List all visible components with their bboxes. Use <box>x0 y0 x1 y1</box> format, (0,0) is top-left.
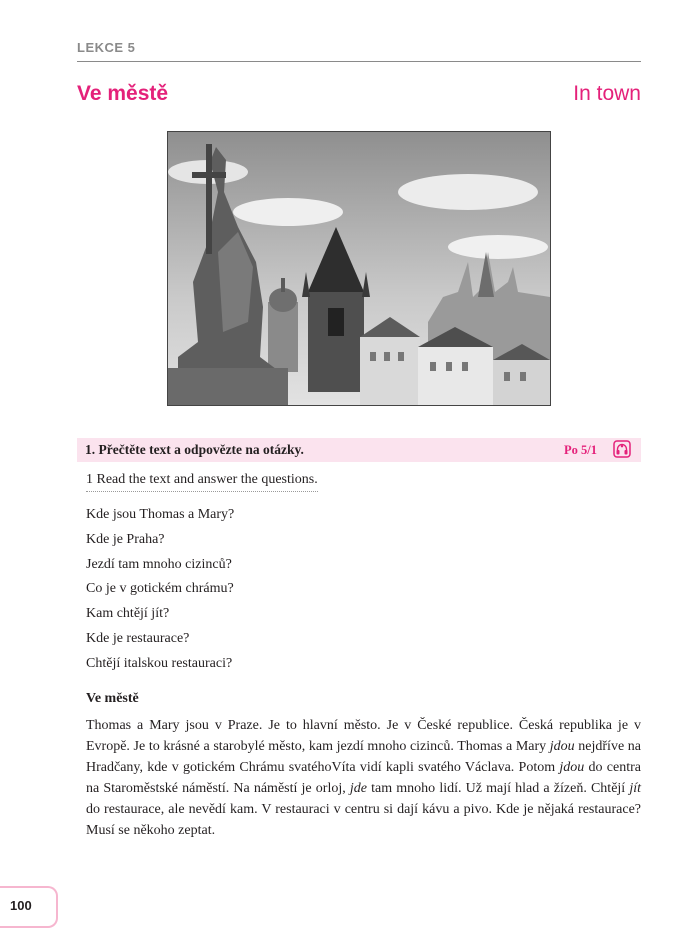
question-item: Kde je restaurace? <box>86 630 190 646</box>
reading-heading: Ve městě <box>86 691 139 706</box>
header-divider <box>77 61 641 62</box>
page-title-english: In town <box>573 82 641 105</box>
reading-verb: jdou <box>559 760 585 775</box>
reading-text-part: do centra na Staroměstské náměstí. Na náměstí je orloj, <box>86 760 641 796</box>
reading-text-part: tam mnoho lidí. Už mají hlad a žízeň. Chtějí <box>367 781 630 796</box>
question-item: Chtějí italskou restauraci? <box>86 655 233 671</box>
reading-verb: jít <box>629 781 642 796</box>
question-item: Kde je Praha? <box>86 531 165 547</box>
reading-text <box>86 715 641 841</box>
exercise-instruction: 1 Read the text and answer the questions. <box>86 472 318 492</box>
reading-verb: jdou <box>549 739 575 754</box>
page-number-tab <box>0 886 58 928</box>
reading-text-part: do restaurace, ale nevědí kam. V restauraci v centru si dají kávu a pivo. Kde je nějaká restaurace? Musí se někoho zeptat. <box>86 802 641 838</box>
lesson-label: LEKCE 5 <box>77 40 136 55</box>
exercise-reference: Po 5/1 <box>564 443 597 457</box>
audio-headphones-icon[interactable] <box>613 440 631 458</box>
question-list <box>86 505 234 679</box>
prague-photo <box>167 131 551 406</box>
reading-text-part: Thomas a Mary jsou v Praze. Je to hlavní město. Je v České republice. Česká republika je v Evropě. Je to krásné a starobylé město, kam jezdí mnoho cizinců. Thomas a Mary <box>86 718 641 754</box>
page-number: 100 <box>10 898 32 913</box>
page-title-czech: Ve městě <box>77 82 169 105</box>
question-item: Jezdí tam mnoho cizinců? <box>86 556 232 572</box>
question-item: Kam chtějí jít? <box>86 606 170 622</box>
exercise-title: 1. Přečtěte text a odpovězte na otázky. <box>85 442 304 457</box>
question-item: Kde jsou Thomas a Mary? <box>86 507 235 522</box>
reading-verb: jde <box>349 781 367 796</box>
reading-text-part: nejdříve na Hradčany, kde v gotickém Chrámu svatéhoVíta vidí kapli svatého Václava. Potom <box>86 739 641 775</box>
question-item: Co je v gotickém chrámu? <box>86 581 234 597</box>
photo-illustration <box>168 132 550 405</box>
exercise-header <box>77 438 641 462</box>
